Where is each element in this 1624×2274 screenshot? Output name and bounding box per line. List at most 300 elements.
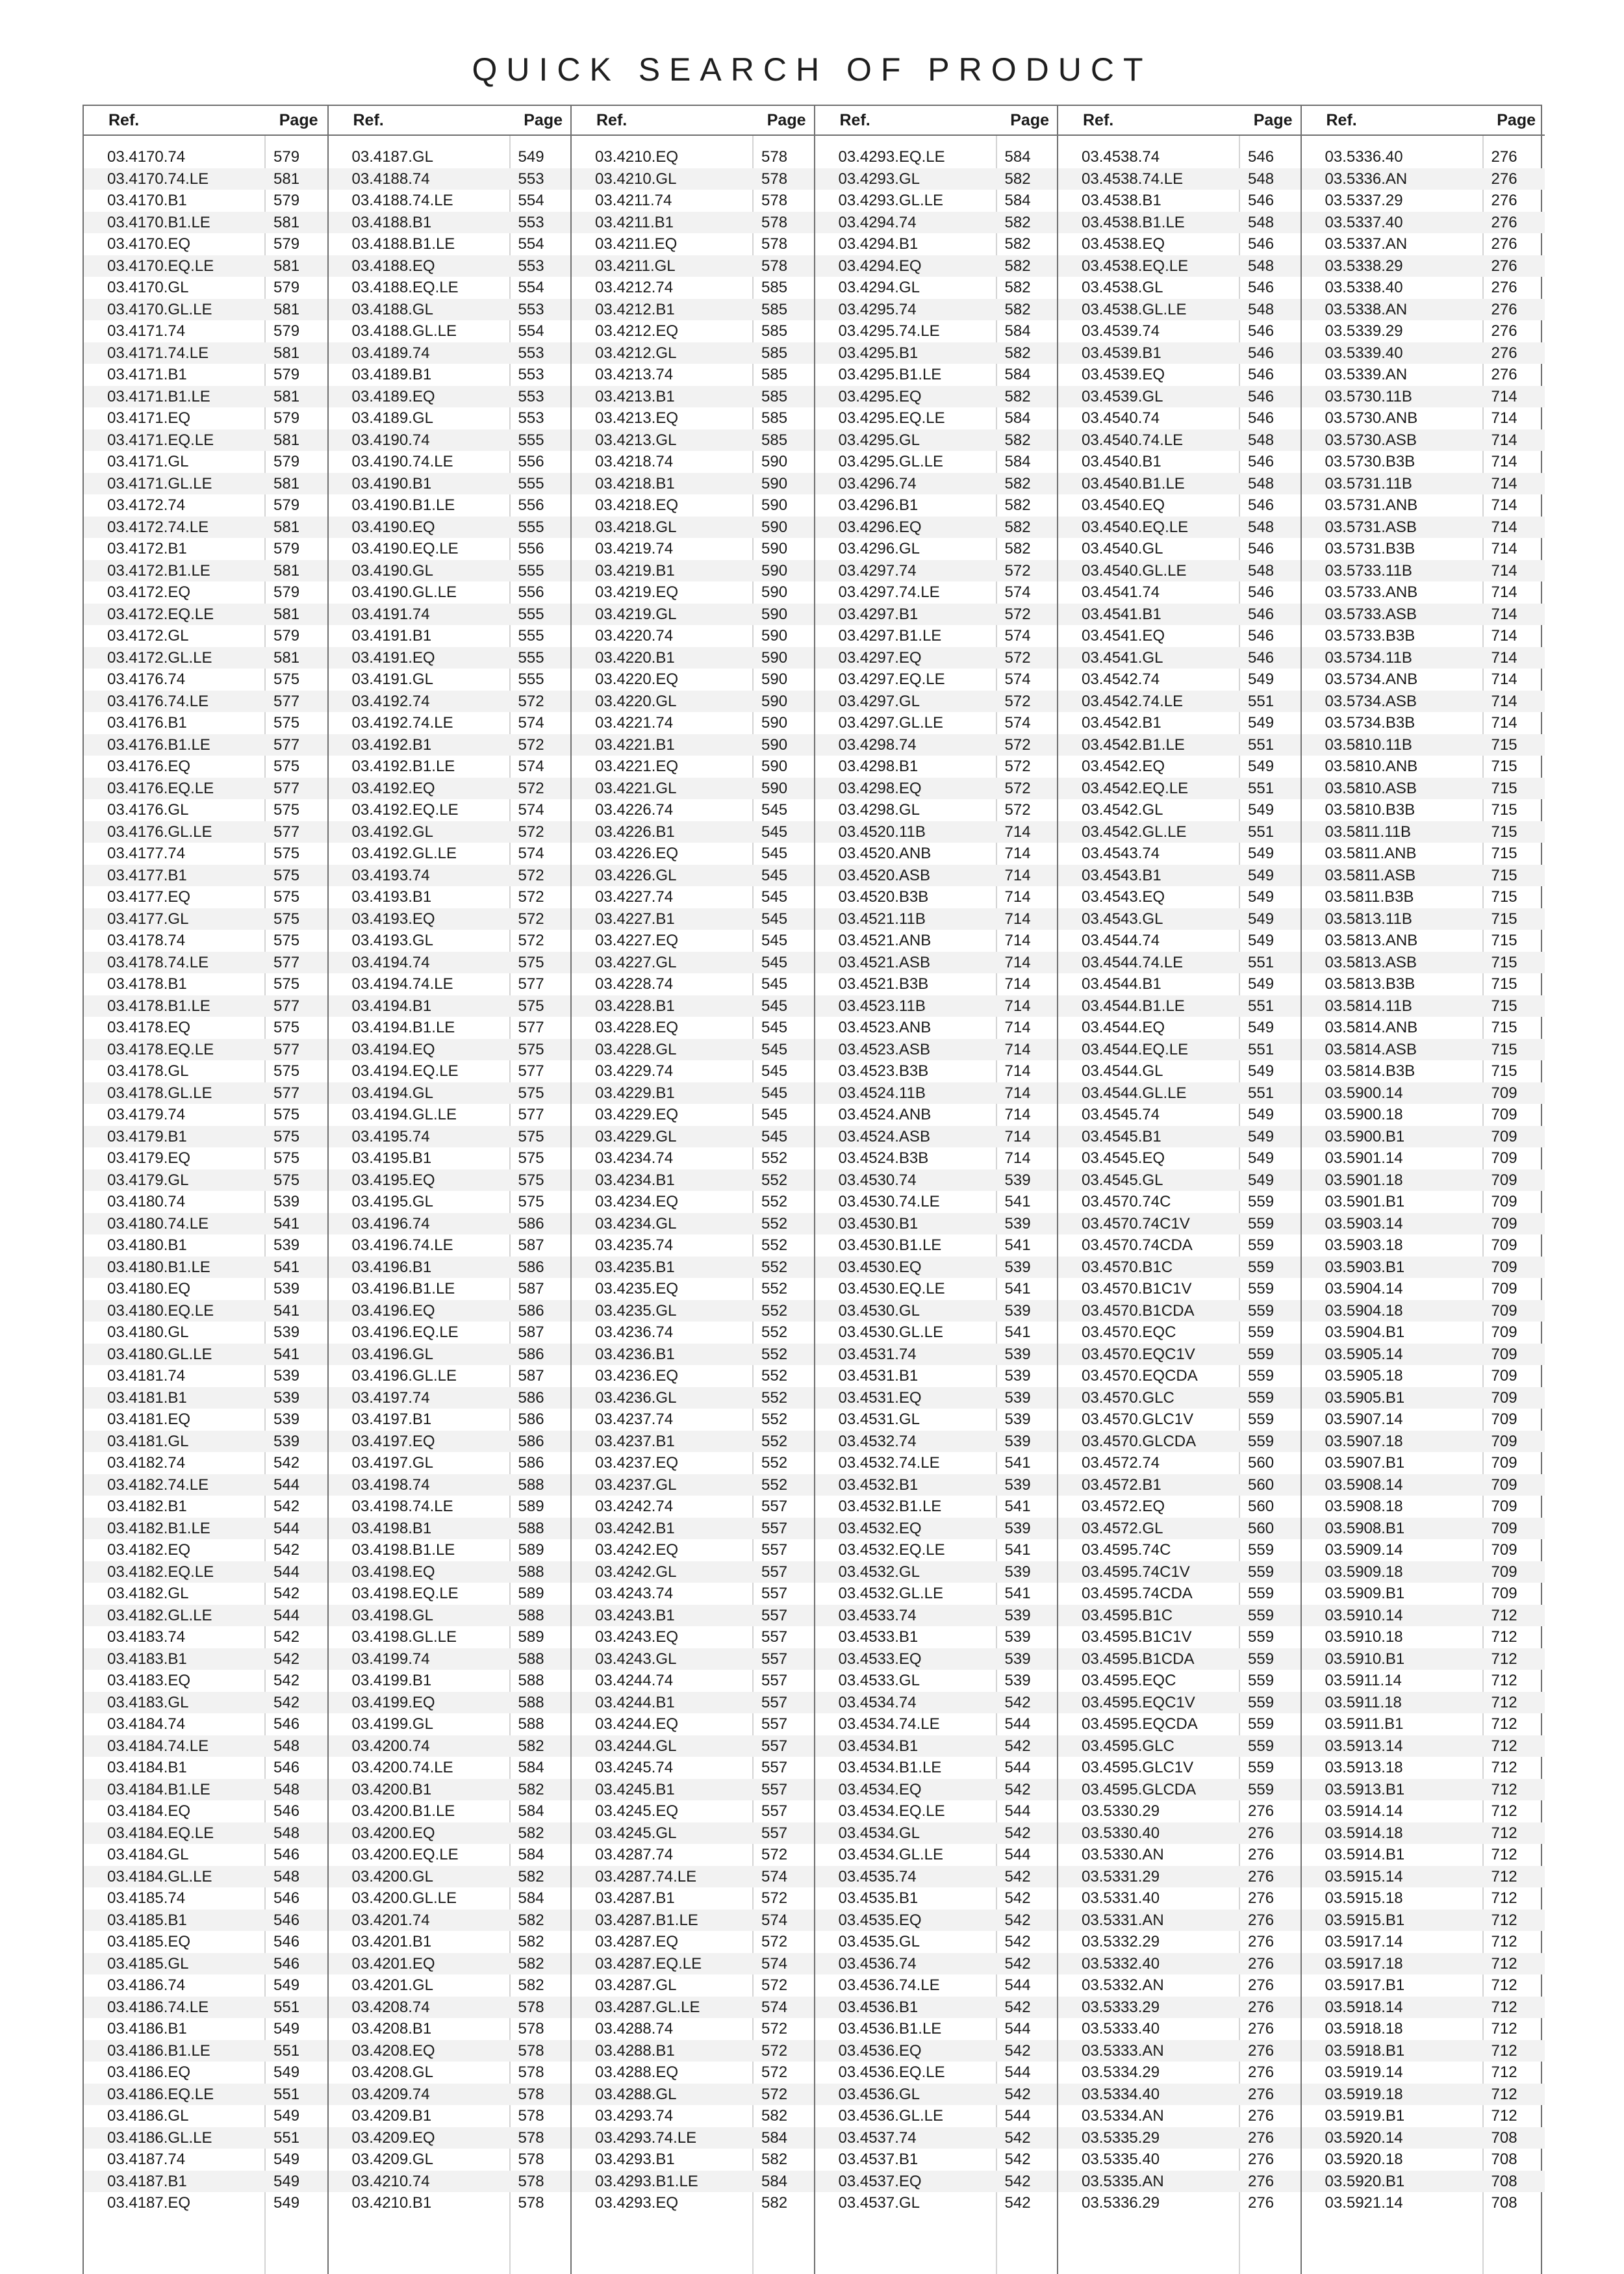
page-number: 714 bbox=[1004, 1019, 1031, 1036]
page-number: 590 bbox=[761, 561, 788, 580]
product-ref: 03.5733.ANB bbox=[1325, 583, 1418, 601]
product-ref: 03.4543.EQ bbox=[1082, 888, 1165, 906]
page-number: 551 bbox=[273, 2041, 300, 2060]
page-number: 578 bbox=[518, 2020, 544, 2038]
page-number: 579 bbox=[273, 235, 300, 253]
page-number: 581 bbox=[273, 648, 300, 667]
table-row bbox=[815, 1757, 1059, 1779]
page-number: 709 bbox=[1491, 1388, 1517, 1407]
product-ref: 03.4541.B1 bbox=[1082, 605, 1161, 623]
table-row bbox=[1058, 1278, 1302, 1300]
product-ref: 03.5907.18 bbox=[1325, 1432, 1403, 1450]
page-number: 590 bbox=[761, 540, 788, 557]
table-row bbox=[572, 604, 815, 626]
page-number: 578 bbox=[518, 2107, 544, 2125]
table-row bbox=[329, 1496, 572, 1518]
table-row bbox=[572, 1322, 815, 1344]
page-number: 559 bbox=[1248, 1323, 1275, 1341]
page-number: 574 bbox=[518, 758, 544, 775]
product-ref: 03.5330.AN bbox=[1082, 1846, 1164, 1863]
table-row bbox=[329, 190, 572, 212]
product-ref: 03.4539.74 bbox=[1082, 322, 1160, 340]
table-row bbox=[815, 2171, 1059, 2193]
product-ref: 03.4570.GLC1V bbox=[1082, 1411, 1194, 1428]
product-ref: 03.4538.B1 bbox=[1082, 192, 1161, 209]
product-ref: 03.4538.GL bbox=[1082, 279, 1163, 296]
page-number: 578 bbox=[518, 2151, 544, 2168]
page-number: 585 bbox=[761, 279, 788, 296]
table-row bbox=[1302, 1431, 1545, 1453]
header-page: Page bbox=[1253, 111, 1293, 129]
page-number: 541 bbox=[273, 1301, 300, 1320]
product-ref: 03.5810.ANB bbox=[1325, 758, 1418, 775]
table-row bbox=[84, 1126, 327, 1148]
product-ref: 03.4294.GL bbox=[838, 279, 920, 296]
page-number: 555 bbox=[518, 561, 544, 580]
product-ref: 03.4234.EQ bbox=[595, 1193, 679, 1210]
page-number: 549 bbox=[1248, 758, 1275, 775]
table-row bbox=[1058, 2084, 1302, 2106]
product-ref: 03.5730.ANB bbox=[1325, 409, 1418, 427]
table-row bbox=[815, 1387, 1059, 1409]
page-number: 572 bbox=[761, 2020, 788, 2038]
page-number: 554 bbox=[518, 235, 544, 253]
product-ref: 03.5915.B1 bbox=[1325, 1911, 1405, 1929]
table-row bbox=[1302, 1822, 1545, 1845]
page-number: 544 bbox=[1004, 1715, 1031, 1733]
table-row bbox=[84, 669, 327, 691]
table-row bbox=[815, 1887, 1059, 1910]
product-ref: 03.4298.B1 bbox=[838, 758, 919, 775]
table-row bbox=[84, 778, 327, 800]
product-ref: 03.4293.74.LE bbox=[595, 2128, 697, 2147]
product-ref: 03.4190.B1 bbox=[351, 474, 432, 492]
table-row bbox=[1302, 1866, 1545, 1888]
table-row bbox=[1058, 1104, 1302, 1126]
product-ref: 03.4521.11B bbox=[838, 910, 926, 928]
page-number: 560 bbox=[1248, 1454, 1275, 1472]
page-number: 276 bbox=[1248, 1824, 1275, 1842]
product-ref: 03.4287.74 bbox=[595, 1846, 674, 1863]
table-row bbox=[1058, 1496, 1302, 1518]
page-number: 544 bbox=[273, 1519, 300, 1537]
product-ref: 03.4595.EQC1V bbox=[1082, 1693, 1195, 1711]
page-number: 581 bbox=[273, 387, 300, 405]
page-number: 572 bbox=[1004, 758, 1031, 775]
table-row bbox=[815, 364, 1059, 386]
table-row bbox=[329, 1257, 572, 1279]
page-number: 575 bbox=[273, 975, 300, 993]
product-ref: 03.4184.74 bbox=[107, 1715, 186, 1733]
page-number: 541 bbox=[1004, 1498, 1031, 1515]
product-ref: 03.5814.B3B bbox=[1325, 1062, 1415, 1080]
product-ref: 03.4295.B1 bbox=[838, 344, 919, 362]
page-number: 585 bbox=[761, 322, 788, 340]
table-row bbox=[329, 778, 572, 800]
table-row bbox=[329, 1844, 572, 1866]
product-ref: 03.4195.GL bbox=[351, 1193, 433, 1210]
table-row bbox=[572, 429, 815, 452]
product-ref: 03.4221.GL bbox=[595, 779, 677, 797]
page-number: 590 bbox=[761, 605, 788, 623]
table-row bbox=[572, 691, 815, 713]
table-row bbox=[1302, 625, 1545, 647]
table-row bbox=[1058, 2018, 1302, 2040]
page-number: 545 bbox=[761, 975, 788, 993]
product-ref: 03.4191.EQ bbox=[351, 648, 435, 667]
product-ref: 03.4186.EQ.LE bbox=[107, 2085, 214, 2103]
table-row bbox=[815, 1735, 1059, 1757]
product-ref: 03.5334.40 bbox=[1082, 2085, 1160, 2103]
product-ref: 03.5904.14 bbox=[1325, 1280, 1403, 1297]
page-number: 712 bbox=[1491, 1998, 1517, 2016]
table-row bbox=[84, 538, 327, 560]
table-row bbox=[84, 1300, 327, 1322]
table-row bbox=[572, 843, 815, 865]
table-row bbox=[572, 1387, 815, 1409]
table-row bbox=[572, 821, 815, 843]
product-ref: 03.4188.EQ bbox=[351, 257, 435, 275]
page-number: 553 bbox=[518, 170, 544, 188]
table-row bbox=[572, 1539, 815, 1561]
product-ref: 03.4544.EQ bbox=[1082, 1019, 1165, 1036]
product-ref: 03.5338.40 bbox=[1325, 279, 1403, 296]
product-ref: 03.5335.AN bbox=[1082, 2172, 1164, 2190]
product-ref: 03.5913.14 bbox=[1325, 1737, 1403, 1755]
page-number: 539 bbox=[273, 1388, 300, 1407]
table-row bbox=[815, 494, 1059, 517]
product-ref: 03.5910.18 bbox=[1325, 1628, 1403, 1646]
page-number: 712 bbox=[1491, 1672, 1517, 1689]
page-number: 709 bbox=[1491, 1411, 1517, 1428]
page-number: 544 bbox=[273, 1606, 300, 1624]
page-number: 546 bbox=[273, 1846, 300, 1863]
table-row bbox=[1058, 1887, 1302, 1910]
product-ref: 03.5339.40 bbox=[1325, 344, 1403, 362]
table-row bbox=[572, 1126, 815, 1148]
product-ref: 03.4535.74 bbox=[838, 1867, 917, 1885]
product-ref: 03.4195.74 bbox=[351, 1127, 430, 1145]
page-number: 574 bbox=[1004, 627, 1031, 645]
table-row bbox=[1302, 1583, 1545, 1605]
product-ref: 03.4220.EQ bbox=[595, 671, 679, 688]
page-number: 714 bbox=[1004, 975, 1031, 993]
product-ref: 03.4595.GLC1V bbox=[1082, 1759, 1194, 1776]
product-ref: 03.4201.B1 bbox=[351, 1933, 432, 1950]
table-row bbox=[815, 299, 1059, 321]
page-number: 539 bbox=[1004, 1367, 1031, 1385]
table-row bbox=[84, 2127, 327, 2149]
table-row bbox=[815, 1147, 1059, 1169]
header-ref: Ref. bbox=[108, 111, 140, 129]
table-row bbox=[84, 734, 327, 756]
table-row bbox=[84, 320, 327, 342]
product-ref: 03.4545.EQ bbox=[1082, 1149, 1165, 1167]
table-row bbox=[1058, 952, 1302, 974]
product-ref: 03.4229.74 bbox=[595, 1062, 674, 1080]
table-row bbox=[1058, 581, 1302, 604]
table-row bbox=[329, 1191, 572, 1213]
table-row bbox=[1302, 1735, 1545, 1757]
table-row bbox=[815, 1692, 1059, 1714]
table-row bbox=[329, 364, 572, 386]
table-row bbox=[1302, 1974, 1545, 1997]
table-row bbox=[84, 1757, 327, 1779]
page-number: 712 bbox=[1491, 1628, 1517, 1646]
product-ref: 03.4176.74 bbox=[107, 671, 186, 688]
table-row bbox=[84, 1648, 327, 1670]
page-number: 542 bbox=[1004, 1867, 1031, 1885]
page-number: 709 bbox=[1491, 1171, 1517, 1189]
table-row bbox=[1302, 2062, 1545, 2084]
page-number: 579 bbox=[273, 496, 300, 514]
page-number: 584 bbox=[761, 2172, 788, 2190]
page-number: 276 bbox=[1491, 213, 1517, 231]
table-row bbox=[84, 581, 327, 604]
table-row bbox=[84, 712, 327, 734]
page-number: 578 bbox=[761, 257, 788, 275]
table-row bbox=[84, 691, 327, 713]
product-ref: 03.5331.40 bbox=[1082, 1889, 1160, 1907]
product-ref: 03.4178.74 bbox=[107, 932, 186, 949]
table-row bbox=[815, 190, 1059, 212]
table-row bbox=[572, 2171, 815, 2193]
product-ref: 03.5901.14 bbox=[1325, 1149, 1403, 1167]
product-ref: 03.4534.B1.LE bbox=[838, 1759, 942, 1776]
product-ref: 03.4171.74 bbox=[107, 322, 186, 340]
product-ref: 03.5919.18 bbox=[1325, 2085, 1403, 2103]
product-ref: 03.4544.EQ.LE bbox=[1082, 1040, 1189, 1058]
table-row bbox=[1302, 1387, 1545, 1409]
row-list bbox=[1302, 146, 1545, 2214]
page-number: 577 bbox=[273, 735, 300, 754]
page-number: 549 bbox=[1248, 1149, 1275, 1167]
table-row bbox=[84, 2105, 327, 2127]
page-number: 549 bbox=[1248, 888, 1275, 906]
table-row bbox=[329, 1169, 572, 1192]
product-ref: 03.5734.B3B bbox=[1325, 714, 1415, 732]
table-row bbox=[1302, 1191, 1545, 1213]
table-row bbox=[1302, 451, 1545, 473]
table-row bbox=[815, 342, 1059, 364]
product-ref: 03.4218.GL bbox=[595, 518, 677, 536]
table-row bbox=[1058, 1910, 1302, 1932]
product-ref: 03.5904.18 bbox=[1325, 1301, 1403, 1320]
product-ref: 03.4531.74 bbox=[838, 1345, 917, 1363]
table-row bbox=[1302, 1409, 1545, 1431]
page-number: 578 bbox=[518, 2063, 544, 2081]
table-row bbox=[329, 1735, 572, 1757]
product-ref: 03.4171.EQ bbox=[107, 409, 191, 427]
page-number: 714 bbox=[1491, 605, 1517, 623]
page-number: 539 bbox=[1004, 1171, 1031, 1189]
table-row bbox=[572, 146, 815, 168]
product-ref: 03.4543.B1 bbox=[1082, 866, 1161, 884]
table-row bbox=[329, 299, 572, 321]
table-row bbox=[329, 1431, 572, 1453]
table-row bbox=[1058, 1300, 1302, 1322]
product-ref: 03.4192.B1.LE bbox=[351, 758, 455, 775]
page-number: 577 bbox=[518, 975, 544, 993]
table-row bbox=[572, 1300, 815, 1322]
page-number: 276 bbox=[1491, 366, 1517, 383]
page-number: 715 bbox=[1491, 1062, 1517, 1080]
table-row bbox=[815, 320, 1059, 342]
table-row bbox=[84, 1953, 327, 1975]
page-number: 545 bbox=[761, 888, 788, 906]
product-ref: 03.4213.GL bbox=[595, 431, 677, 449]
table-row bbox=[572, 1060, 815, 1082]
table-row bbox=[329, 1997, 572, 2019]
table-row bbox=[1302, 604, 1545, 626]
page-number: 584 bbox=[1004, 322, 1031, 340]
product-ref: 03.4228.74 bbox=[595, 975, 674, 993]
page-number: 575 bbox=[273, 671, 300, 688]
page-number: 552 bbox=[761, 1280, 788, 1297]
table-row bbox=[572, 1626, 815, 1648]
table-row bbox=[1302, 1082, 1545, 1105]
page-number: 539 bbox=[273, 1236, 300, 1254]
page-number: 544 bbox=[1004, 2063, 1031, 2081]
table-row bbox=[572, 1670, 815, 1692]
table-row bbox=[329, 2018, 572, 2040]
product-ref: 03.4530.74.LE bbox=[838, 1193, 940, 1210]
product-ref: 03.4237.EQ bbox=[595, 1454, 679, 1472]
table-row bbox=[815, 1039, 1059, 1061]
product-ref: 03.4293.B1 bbox=[595, 2151, 675, 2168]
table-row bbox=[1302, 2192, 1545, 2214]
page-number: 559 bbox=[1248, 1236, 1275, 1254]
table-row bbox=[329, 1583, 572, 1605]
table-row bbox=[329, 1910, 572, 1932]
product-ref: 03.4208.GL bbox=[351, 2063, 433, 2081]
page-number: 581 bbox=[273, 170, 300, 188]
product-ref: 03.4544.GL bbox=[1082, 1062, 1163, 1080]
page-number: 714 bbox=[1491, 583, 1517, 601]
product-ref: 03.4532.GL.LE bbox=[838, 1585, 943, 1602]
product-ref: 03.5730.ASB bbox=[1325, 431, 1417, 449]
product-ref: 03.4545.B1 bbox=[1082, 1127, 1161, 1145]
page-number: 585 bbox=[761, 387, 788, 405]
product-ref: 03.4297.74.LE bbox=[838, 583, 940, 601]
page-number: 575 bbox=[518, 953, 544, 971]
product-ref: 03.4235.B1 bbox=[595, 1258, 675, 1276]
product-ref: 03.4177.B1 bbox=[107, 866, 187, 884]
page-number: 588 bbox=[518, 1672, 544, 1689]
product-ref: 03.4198.B1 bbox=[351, 1519, 432, 1537]
page-number: 545 bbox=[761, 1019, 788, 1036]
page-number: 557 bbox=[761, 1715, 788, 1733]
table-row bbox=[329, 2105, 572, 2127]
product-ref: 03.4170.B1 bbox=[107, 192, 187, 209]
product-ref: 03.4171.EQ.LE bbox=[107, 431, 214, 449]
table-row bbox=[1302, 2171, 1545, 2193]
table-row bbox=[84, 843, 327, 865]
table-row bbox=[329, 691, 572, 713]
page-number: 551 bbox=[1248, 823, 1275, 841]
page-number: 551 bbox=[273, 1998, 300, 2016]
product-ref: 03.5337.40 bbox=[1325, 213, 1403, 231]
table-row bbox=[329, 1039, 572, 1061]
product-ref: 03.4236.B1 bbox=[595, 1345, 675, 1363]
page-number: 552 bbox=[761, 1301, 788, 1320]
page-number: 276 bbox=[1248, 2172, 1275, 2190]
table-row bbox=[1302, 647, 1545, 669]
table-row bbox=[1058, 2105, 1302, 2127]
table-row bbox=[572, 865, 815, 887]
page-number: 714 bbox=[1004, 1149, 1031, 1167]
table-row bbox=[815, 1713, 1059, 1735]
table-row bbox=[1302, 1147, 1545, 1169]
table-row bbox=[1058, 1060, 1302, 1082]
product-ref: 03.4180.B1.LE bbox=[107, 1258, 210, 1276]
table-row bbox=[572, 342, 815, 364]
table-row bbox=[572, 625, 815, 647]
page-number: 541 bbox=[1004, 1323, 1031, 1341]
product-ref: 03.4524.ASB bbox=[838, 1127, 930, 1145]
table-row bbox=[572, 1191, 815, 1213]
header-page: Page bbox=[279, 111, 318, 129]
product-ref: 03.4531.EQ bbox=[838, 1388, 922, 1407]
table-row bbox=[84, 865, 327, 887]
table-row bbox=[84, 342, 327, 364]
product-ref: 03.4219.B1 bbox=[595, 561, 675, 580]
table-row bbox=[572, 712, 815, 734]
product-ref: 03.4226.74 bbox=[595, 801, 674, 819]
product-ref: 03.4201.74 bbox=[351, 1911, 430, 1929]
product-ref: 03.4184.EQ bbox=[107, 1802, 191, 1820]
page-number: 546 bbox=[273, 1715, 300, 1733]
product-ref: 03.4296.74 bbox=[838, 474, 917, 492]
product-ref: 03.4531.GL bbox=[838, 1411, 920, 1428]
table-row bbox=[815, 2084, 1059, 2106]
page-number: 546 bbox=[1248, 605, 1275, 623]
product-ref: 03.4188.EQ.LE bbox=[351, 279, 459, 296]
table-row bbox=[1058, 2192, 1302, 2214]
table-row bbox=[84, 604, 327, 626]
product-ref: 03.5913.18 bbox=[1325, 1759, 1403, 1776]
table-row bbox=[329, 517, 572, 539]
page-number: 545 bbox=[761, 932, 788, 949]
page-number: 542 bbox=[273, 1693, 300, 1711]
page-number: 709 bbox=[1491, 1301, 1517, 1320]
product-ref: 03.4542.GL.LE bbox=[1082, 823, 1187, 841]
page-number: 575 bbox=[518, 1149, 544, 1167]
table-row bbox=[329, 1126, 572, 1148]
product-ref: 03.4171.74.LE bbox=[107, 344, 209, 362]
product-ref: 03.4228.EQ bbox=[595, 1019, 679, 1036]
row-list bbox=[329, 146, 572, 2214]
product-ref: 03.5900.B1 bbox=[1325, 1127, 1405, 1145]
table-row bbox=[1058, 908, 1302, 930]
table-row bbox=[572, 886, 815, 908]
table-row bbox=[1058, 255, 1302, 277]
product-ref: 03.4198.74.LE bbox=[351, 1498, 453, 1515]
product-ref: 03.4186.GL bbox=[107, 2107, 189, 2125]
product-ref: 03.4521.ASB bbox=[838, 953, 930, 971]
page-number: 554 bbox=[518, 279, 544, 296]
product-ref: 03.4229.B1 bbox=[595, 1084, 675, 1102]
product-ref: 03.4190.74 bbox=[351, 431, 430, 449]
product-ref: 03.5918.B1 bbox=[1325, 2041, 1405, 2060]
product-ref: 03.4533.B1 bbox=[838, 1628, 919, 1646]
page-number: 579 bbox=[273, 540, 300, 557]
table-row bbox=[815, 168, 1059, 190]
product-ref: 03.5330.40 bbox=[1082, 1824, 1160, 1842]
product-ref: 03.5339.AN bbox=[1325, 366, 1408, 383]
page-number: 557 bbox=[761, 1824, 788, 1842]
table-row bbox=[329, 843, 572, 865]
